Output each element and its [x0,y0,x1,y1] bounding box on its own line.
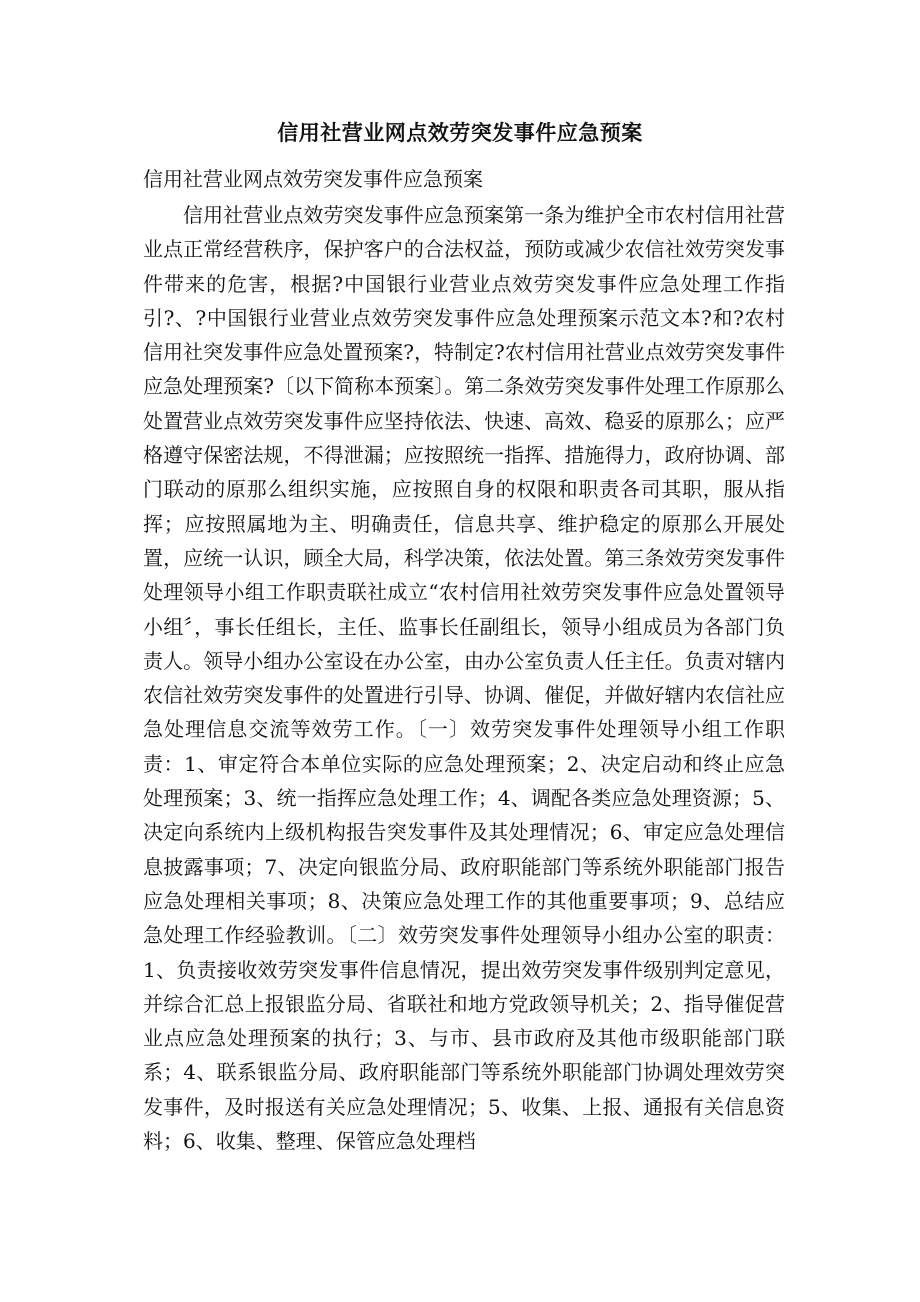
document-body: 信用社营业点效劳突发事件应急预案第一条为维护全市农村信用社营业点正常经营秩序，保护客户的合法权益，预防或减少农信社效劳突发事件带来的危害，根据?中国银行业营业点效劳突发事件应急处理工作指引?、?中国银行业营业点效劳突发事件应急处理预案示范文本?和?农村信用社突发事件应急处置预案?，特制定?农村信用社营业点效劳突发事件应急处理预案?〔以下简称本预案〕。第二条效劳突发事件处理工作原那么处置营业点效劳突发事件应坚持依法、快速、高效、稳妥的原那么；应严格遵守保密法规，不得泄漏；应按照统一指挥、措施得力，政府协调、部门联动的原那么组织实施，应按照自身的权限和职责各司其职，服从指挥；应按照属地为主、明确责任，信息共享、维护稳定的原那么开展处置，应统一认识，顾全大局，科学决策，依法处置。第三条效劳突发事件处理领导小组工作职责联社成立“农村信用社效劳突发事件应急处置领导小组〞，事长任组长，主任、监事长任副组长，领导小组成员为各部门负责人。领导小组办公室设在办公室，由办公室负责人任主任。负责对辖内农信社效劳突发事件的处置进行引导、协调、催促，并做好辖内农信社应急处理信息交流等效劳工作。〔一〕效劳突发事件处理领导小组工作职责：1、审定符合本单位实际的应急处理预案；2、决定启动和终止应急处理预案；3、统一指挥应急处理工作；4、调配各类应急处理资源；5、决定向系统内上级机构报告突发事件及其处理情况；6、审定应急处理信息披露事项；7、决定向银监分局、政府职能部门等系统外职能部门报告应急处理相关事项；8、决策应急处理工作的其他重要事项；9、总结应急处理工作经验教训。〔二〕效劳突发事件处理领导小组办公室的职责：1、负责接收效劳突发事件信息情况，提出效劳突发事件级别判定意见，并综合汇总上报银监分局、省联社和地方党政领导机关；2、指导催促营业点应急处理预案的执行；3、与市、县市政府及其他市级职能部门联系；4、联系银监分局、政府职能部门等系统外职能部门协调处理效劳突发事件，及时报送有关应急处理情况；5、收集、上报、通报有关信息资料；6、收集、整理、保管应急处理档 [143,203,785,1154]
document-subtitle: 信用社营业网点效劳突发事件应急预案 [143,167,483,191]
document-title: 信用社营业网点效劳突发事件应急预案 [277,120,643,145]
